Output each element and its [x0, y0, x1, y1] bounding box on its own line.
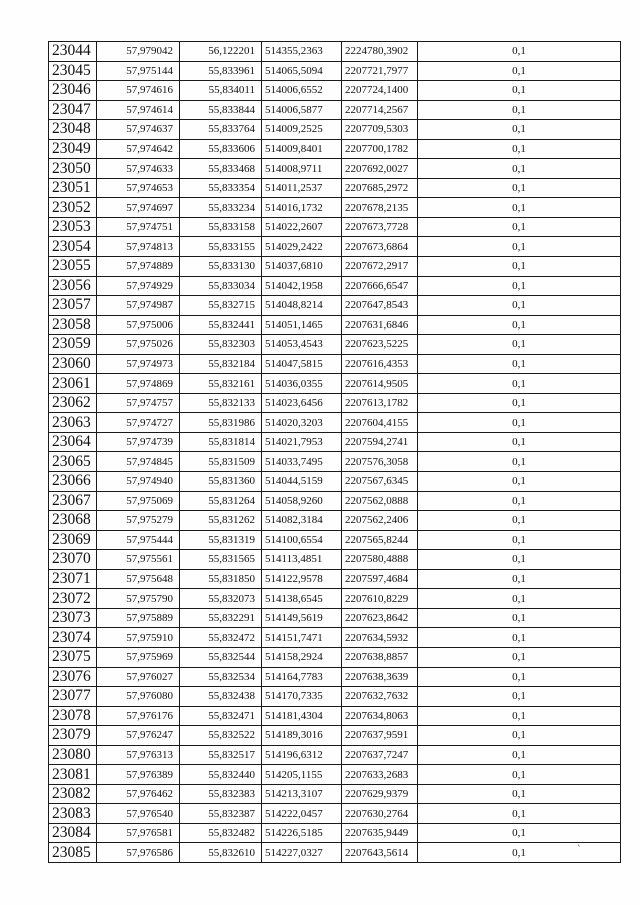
- point-number-cell: 23064: [49, 432, 97, 452]
- table-row: [49, 178, 621, 198]
- point-number-cell: 23053: [49, 217, 97, 237]
- latitude-cell: 57,974653: [97, 178, 180, 198]
- y-coordinate-cell: 2207638,8857: [342, 647, 418, 667]
- accuracy-cell: 0,1: [418, 472, 621, 492]
- longitude-cell: 55,833354: [180, 178, 262, 198]
- longitude-cell: 55,831814: [180, 432, 262, 452]
- accuracy-cell: 0,1: [418, 354, 621, 374]
- table-row: [49, 237, 621, 257]
- x-coordinate-cell: 514047,5815: [262, 354, 342, 374]
- longitude-cell: 55,832303: [180, 335, 262, 355]
- accuracy-cell: 0,1: [418, 550, 621, 570]
- accuracy-cell: 0,1: [418, 237, 621, 257]
- point-number-cell: 23077: [49, 687, 97, 707]
- longitude-cell: 55,833606: [180, 139, 262, 159]
- point-number-cell: 23044: [49, 42, 97, 62]
- accuracy-cell: 0,1: [418, 100, 621, 120]
- latitude-cell: 57,975144: [97, 61, 180, 81]
- latitude-cell: 57,974973: [97, 354, 180, 374]
- longitude-cell: 55,832610: [180, 843, 262, 863]
- longitude-cell: 55,831850: [180, 569, 262, 589]
- longitude-cell: 55,832291: [180, 608, 262, 628]
- point-number-cell: 23081: [49, 765, 97, 785]
- longitude-cell: 55,832472: [180, 628, 262, 648]
- latitude-cell: 57,975561: [97, 550, 180, 570]
- table-row: [49, 81, 621, 101]
- table-row: [49, 393, 621, 413]
- point-number-cell: 23049: [49, 139, 97, 159]
- table-row: [49, 765, 621, 785]
- longitude-cell: 55,831264: [180, 491, 262, 511]
- accuracy-cell: 0,1: [418, 335, 621, 355]
- latitude-cell: 57,974633: [97, 159, 180, 179]
- table-row: [49, 726, 621, 746]
- point-number-cell: 23052: [49, 198, 97, 218]
- longitude-cell: 55,831319: [180, 530, 262, 550]
- accuracy-cell: 0,1: [418, 647, 621, 667]
- table-row: [49, 452, 621, 472]
- accuracy-cell: 0,1: [418, 667, 621, 687]
- x-coordinate-cell: 514036,0355: [262, 374, 342, 394]
- latitude-cell: 57,976027: [97, 667, 180, 687]
- accuracy-cell: 0,1: [418, 745, 621, 765]
- accuracy-cell: 0,1: [418, 589, 621, 609]
- x-coordinate-cell: 514181,4304: [262, 706, 342, 726]
- y-coordinate-cell: 2207721,7977: [342, 61, 418, 81]
- accuracy-cell: 0,1: [418, 217, 621, 237]
- point-number-cell: 23055: [49, 257, 97, 277]
- table-row: [49, 335, 621, 355]
- latitude-cell: 57,974642: [97, 139, 180, 159]
- y-coordinate-cell: 2207672,2917: [342, 257, 418, 277]
- y-coordinate-cell: 2207594,2741: [342, 432, 418, 452]
- table-row: [49, 315, 621, 335]
- y-coordinate-cell: 2207562,0888: [342, 491, 418, 511]
- x-coordinate-cell: 514213,3107: [262, 784, 342, 804]
- point-number-cell: 23045: [49, 61, 97, 81]
- y-coordinate-cell: 2207629,9379: [342, 784, 418, 804]
- latitude-cell: 57,976540: [97, 804, 180, 824]
- point-number-cell: 23060: [49, 354, 97, 374]
- table-row: [49, 198, 621, 218]
- longitude-cell: 55,832440: [180, 765, 262, 785]
- point-number-cell: 23062: [49, 393, 97, 413]
- longitude-cell: 55,833130: [180, 257, 262, 277]
- y-coordinate-cell: 2207576,3058: [342, 452, 418, 472]
- x-coordinate-cell: 514020,3203: [262, 413, 342, 433]
- point-number-cell: 23079: [49, 726, 97, 746]
- latitude-cell: 57,975648: [97, 569, 180, 589]
- x-coordinate-cell: 514021,7953: [262, 432, 342, 452]
- y-coordinate-cell: 2207637,9591: [342, 726, 418, 746]
- table-row: [49, 745, 621, 765]
- accuracy-cell: 0,1: [418, 687, 621, 707]
- x-coordinate-cell: 514222,0457: [262, 804, 342, 824]
- x-coordinate-cell: 514058,9260: [262, 491, 342, 511]
- accuracy-cell: 0,1: [418, 42, 621, 62]
- longitude-cell: 55,833155: [180, 237, 262, 257]
- y-coordinate-cell: 2207724,1400: [342, 81, 418, 101]
- y-coordinate-cell: 2207580,4888: [342, 550, 418, 570]
- point-number-cell: 23072: [49, 589, 97, 609]
- y-coordinate-cell: 2207634,5932: [342, 628, 418, 648]
- table-row: [49, 569, 621, 589]
- accuracy-cell: 0,1: [418, 804, 621, 824]
- latitude-cell: 57,974813: [97, 237, 180, 257]
- y-coordinate-cell: 2207613,1782: [342, 393, 418, 413]
- x-coordinate-cell: 514016,1732: [262, 198, 342, 218]
- accuracy-cell: 0,1: [418, 491, 621, 511]
- longitude-cell: 56,122201: [180, 42, 262, 62]
- y-coordinate-cell: 2207614,9505: [342, 374, 418, 394]
- accuracy-cell: 0,1: [418, 784, 621, 804]
- point-number-cell: 23063: [49, 413, 97, 433]
- y-coordinate-cell: 2207604,4155: [342, 413, 418, 433]
- accuracy-cell: 0,1: [418, 706, 621, 726]
- table-row: [49, 491, 621, 511]
- point-number-cell: 23068: [49, 511, 97, 531]
- accuracy-cell: 0,1: [418, 120, 621, 140]
- latitude-cell: 57,974739: [97, 432, 180, 452]
- latitude-cell: 57,974987: [97, 296, 180, 316]
- accuracy-cell: 0,1: [418, 61, 621, 81]
- y-coordinate-cell: 2207610,8229: [342, 589, 418, 609]
- x-coordinate-cell: 514044,5159: [262, 472, 342, 492]
- point-number-cell: 23051: [49, 178, 97, 198]
- accuracy-cell: 0,1: [418, 374, 621, 394]
- y-coordinate-cell: 2207673,7728: [342, 217, 418, 237]
- table-row: [49, 61, 621, 81]
- table-row: [49, 120, 621, 140]
- longitude-cell: 55,833961: [180, 61, 262, 81]
- longitude-cell: 55,832438: [180, 687, 262, 707]
- latitude-cell: 57,974614: [97, 100, 180, 120]
- table-row: [49, 354, 621, 374]
- latitude-cell: 57,974697: [97, 198, 180, 218]
- accuracy-cell: 0,1: [418, 511, 621, 531]
- x-coordinate-cell: 514042,1958: [262, 276, 342, 296]
- point-number-cell: 23048: [49, 120, 97, 140]
- x-coordinate-cell: 514355,2363: [262, 42, 342, 62]
- y-coordinate-cell: 2207685,2972: [342, 178, 418, 198]
- longitude-cell: 55,832184: [180, 354, 262, 374]
- latitude-cell: 57,975969: [97, 647, 180, 667]
- latitude-cell: 57,976581: [97, 823, 180, 843]
- x-coordinate-cell: 514006,5877: [262, 100, 342, 120]
- longitude-cell: 55,832522: [180, 726, 262, 746]
- y-coordinate-cell: 2207709,5303: [342, 120, 418, 140]
- y-coordinate-cell: 2207567,6345: [342, 472, 418, 492]
- latitude-cell: 57,975026: [97, 335, 180, 355]
- x-coordinate-cell: 514008,9711: [262, 159, 342, 179]
- longitude-cell: 55,832383: [180, 784, 262, 804]
- y-coordinate-cell: 2207635,9449: [342, 823, 418, 843]
- x-coordinate-cell: 514029,2422: [262, 237, 342, 257]
- longitude-cell: 55,832441: [180, 315, 262, 335]
- longitude-cell: 55,833158: [180, 217, 262, 237]
- y-coordinate-cell: 2207666,6547: [342, 276, 418, 296]
- longitude-cell: 55,832517: [180, 745, 262, 765]
- y-coordinate-cell: 2207647,8543: [342, 296, 418, 316]
- table-row: [49, 804, 621, 824]
- table-row: [49, 647, 621, 667]
- table-row: [49, 784, 621, 804]
- table-row: [49, 257, 621, 277]
- latitude-cell: 57,975444: [97, 530, 180, 550]
- longitude-cell: 55,831986: [180, 413, 262, 433]
- latitude-cell: 57,974845: [97, 452, 180, 472]
- y-coordinate-cell: 2207638,3639: [342, 667, 418, 687]
- x-coordinate-cell: 514158,2924: [262, 647, 342, 667]
- latitude-cell: 57,974869: [97, 374, 180, 394]
- x-coordinate-cell: 514149,5619: [262, 608, 342, 628]
- x-coordinate-cell: 514138,6545: [262, 589, 342, 609]
- accuracy-cell: 0,1: [418, 178, 621, 198]
- accuracy-cell: 0,1: [418, 432, 621, 452]
- latitude-cell: 57,974616: [97, 81, 180, 101]
- longitude-cell: 55,832161: [180, 374, 262, 394]
- latitude-cell: 57,976247: [97, 726, 180, 746]
- accuracy-cell: 0,1: [418, 726, 621, 746]
- accuracy-cell: 0,1: [418, 198, 621, 218]
- x-coordinate-cell: 514048,8214: [262, 296, 342, 316]
- latitude-cell: 57,975790: [97, 589, 180, 609]
- accuracy-cell: 0,1: [418, 393, 621, 413]
- latitude-cell: 57,979042: [97, 42, 180, 62]
- latitude-cell: 57,975910: [97, 628, 180, 648]
- point-number-cell: 23056: [49, 276, 97, 296]
- accuracy-cell: 0,1: [418, 823, 621, 843]
- y-coordinate-cell: 2207673,6864: [342, 237, 418, 257]
- accuracy-cell: 0,1: [418, 608, 621, 628]
- y-coordinate-cell: 2207678,2135: [342, 198, 418, 218]
- table-row: [49, 374, 621, 394]
- y-coordinate-cell: 2207630,2764: [342, 804, 418, 824]
- y-coordinate-cell: 2207637,7247: [342, 745, 418, 765]
- point-number-cell: 23082: [49, 784, 97, 804]
- table-row: [49, 823, 621, 843]
- accuracy-cell: 0,1: [418, 765, 621, 785]
- table-row: [49, 100, 621, 120]
- longitude-cell: 55,831565: [180, 550, 262, 570]
- longitude-cell: 55,832073: [180, 589, 262, 609]
- table-row: [49, 159, 621, 179]
- latitude-cell: 57,975279: [97, 511, 180, 531]
- accuracy-cell: 0,1: [418, 413, 621, 433]
- y-coordinate-cell: 2207616,4353: [342, 354, 418, 374]
- point-number-cell: 23050: [49, 159, 97, 179]
- x-coordinate-cell: 514151,7471: [262, 628, 342, 648]
- latitude-cell: 57,975006: [97, 315, 180, 335]
- table-row: [49, 511, 621, 531]
- longitude-cell: 55,833764: [180, 120, 262, 140]
- accuracy-cell: 0,1: [418, 81, 621, 101]
- x-coordinate-cell: 514196,6312: [262, 745, 342, 765]
- table-row: [49, 628, 621, 648]
- longitude-cell: 55,832715: [180, 296, 262, 316]
- accuracy-cell: 0,1: [418, 296, 621, 316]
- table-row: [49, 296, 621, 316]
- latitude-cell: 57,976586: [97, 843, 180, 863]
- x-coordinate-cell: 514226,5185: [262, 823, 342, 843]
- latitude-cell: 57,974940: [97, 472, 180, 492]
- accuracy-cell: 0,1: [418, 276, 621, 296]
- y-coordinate-cell: 2207631,6846: [342, 315, 418, 335]
- accuracy-cell: 0,1: [418, 315, 621, 335]
- y-coordinate-cell: 2207634,8063: [342, 706, 418, 726]
- y-coordinate-cell: 2207692,0027: [342, 159, 418, 179]
- accuracy-cell: 0,1: [418, 530, 621, 550]
- point-number-cell: 23061: [49, 374, 97, 394]
- table-row: [49, 217, 621, 237]
- coordinates-table: [48, 41, 621, 863]
- y-coordinate-cell: 2207633,2683: [342, 765, 418, 785]
- table-row: [49, 530, 621, 550]
- longitude-cell: 55,832387: [180, 804, 262, 824]
- table-row: [49, 276, 621, 296]
- table-row: [49, 139, 621, 159]
- x-coordinate-cell: 514022,2607: [262, 217, 342, 237]
- point-number-cell: 23066: [49, 472, 97, 492]
- longitude-cell: 55,832471: [180, 706, 262, 726]
- x-coordinate-cell: 514006,6552: [262, 81, 342, 101]
- point-number-cell: 23080: [49, 745, 97, 765]
- point-number-cell: 23078: [49, 706, 97, 726]
- latitude-cell: 57,976176: [97, 706, 180, 726]
- x-coordinate-cell: 514082,3184: [262, 511, 342, 531]
- y-coordinate-cell: 2207714,2567: [342, 100, 418, 120]
- point-number-cell: 23059: [49, 335, 97, 355]
- accuracy-cell: 0,1: [418, 159, 621, 179]
- latitude-cell: 57,976313: [97, 745, 180, 765]
- x-coordinate-cell: 514053,4543: [262, 335, 342, 355]
- x-coordinate-cell: 514227,0327: [262, 843, 342, 863]
- latitude-cell: 57,974929: [97, 276, 180, 296]
- point-number-cell: 23046: [49, 81, 97, 101]
- x-coordinate-cell: 514164,7783: [262, 667, 342, 687]
- y-coordinate-cell: 2224780,3902: [342, 42, 418, 62]
- point-number-cell: 23047: [49, 100, 97, 120]
- longitude-cell: 55,832133: [180, 393, 262, 413]
- point-number-cell: 23057: [49, 296, 97, 316]
- longitude-cell: 55,831262: [180, 511, 262, 531]
- x-coordinate-cell: 514011,2537: [262, 178, 342, 198]
- longitude-cell: 55,832482: [180, 823, 262, 843]
- x-coordinate-cell: 514170,7335: [262, 687, 342, 707]
- accuracy-cell: 0,1: [418, 139, 621, 159]
- latitude-cell: 57,974889: [97, 257, 180, 277]
- point-number-cell: 23054: [49, 237, 97, 257]
- x-coordinate-cell: 514033,7495: [262, 452, 342, 472]
- table-row: [49, 550, 621, 570]
- table-row: [49, 589, 621, 609]
- x-coordinate-cell: 514023,6456: [262, 393, 342, 413]
- y-coordinate-cell: 2207623,8642: [342, 608, 418, 628]
- longitude-cell: 55,831509: [180, 452, 262, 472]
- coordinates-table-body: [49, 42, 621, 863]
- x-coordinate-cell: 514122,9578: [262, 569, 342, 589]
- accuracy-cell: 0,1: [418, 257, 621, 277]
- latitude-cell: 57,976389: [97, 765, 180, 785]
- table-row: [49, 687, 621, 707]
- y-coordinate-cell: 2207565,8244: [342, 530, 418, 550]
- point-number-cell: 23069: [49, 530, 97, 550]
- point-number-cell: 23067: [49, 491, 97, 511]
- point-number-cell: 23071: [49, 569, 97, 589]
- longitude-cell: 55,833234: [180, 198, 262, 218]
- table-row: [49, 608, 621, 628]
- longitude-cell: 55,833844: [180, 100, 262, 120]
- point-number-cell: 23084: [49, 823, 97, 843]
- longitude-cell: 55,832544: [180, 647, 262, 667]
- latitude-cell: 57,976462: [97, 784, 180, 804]
- latitude-cell: 57,974757: [97, 393, 180, 413]
- table-row: [49, 42, 621, 62]
- longitude-cell: 55,834011: [180, 81, 262, 101]
- y-coordinate-cell: 2207643,5614: [342, 843, 418, 863]
- table-row: [49, 667, 621, 687]
- table-row: [49, 413, 621, 433]
- y-coordinate-cell: 2207700,1782: [342, 139, 418, 159]
- stray-mark: ˋ: [577, 845, 582, 855]
- table-row: [49, 706, 621, 726]
- accuracy-cell: 0,1: [418, 843, 621, 863]
- table-row: [49, 843, 621, 863]
- latitude-cell: 57,975069: [97, 491, 180, 511]
- latitude-cell: 57,974637: [97, 120, 180, 140]
- x-coordinate-cell: 514100,6554: [262, 530, 342, 550]
- latitude-cell: 57,975889: [97, 608, 180, 628]
- table-row: [49, 432, 621, 452]
- longitude-cell: 55,832534: [180, 667, 262, 687]
- x-coordinate-cell: 514065,5094: [262, 61, 342, 81]
- point-number-cell: 23075: [49, 647, 97, 667]
- longitude-cell: 55,833468: [180, 159, 262, 179]
- x-coordinate-cell: 514205,1155: [262, 765, 342, 785]
- latitude-cell: 57,974727: [97, 413, 180, 433]
- x-coordinate-cell: 514113,4851: [262, 550, 342, 570]
- point-number-cell: 23073: [49, 608, 97, 628]
- accuracy-cell: 0,1: [418, 628, 621, 648]
- y-coordinate-cell: 2207623,5225: [342, 335, 418, 355]
- latitude-cell: 57,976080: [97, 687, 180, 707]
- latitude-cell: 57,974751: [97, 217, 180, 237]
- point-number-cell: 23070: [49, 550, 97, 570]
- accuracy-cell: 0,1: [418, 452, 621, 472]
- y-coordinate-cell: 2207632,7632: [342, 687, 418, 707]
- x-coordinate-cell: 514037,6810: [262, 257, 342, 277]
- table-row: [49, 472, 621, 492]
- longitude-cell: 55,831360: [180, 472, 262, 492]
- x-coordinate-cell: 514051,1465: [262, 315, 342, 335]
- y-coordinate-cell: 2207562,2406: [342, 511, 418, 531]
- accuracy-cell: 0,1: [418, 569, 621, 589]
- x-coordinate-cell: 514009,2525: [262, 120, 342, 140]
- y-coordinate-cell: 2207597,4684: [342, 569, 418, 589]
- point-number-cell: 23074: [49, 628, 97, 648]
- point-number-cell: 23076: [49, 667, 97, 687]
- point-number-cell: 23085: [49, 843, 97, 863]
- x-coordinate-cell: 514189,3016: [262, 726, 342, 746]
- longitude-cell: 55,833034: [180, 276, 262, 296]
- point-number-cell: 23065: [49, 452, 97, 472]
- point-number-cell: 23058: [49, 315, 97, 335]
- x-coordinate-cell: 514009,8401: [262, 139, 342, 159]
- point-number-cell: 23083: [49, 804, 97, 824]
